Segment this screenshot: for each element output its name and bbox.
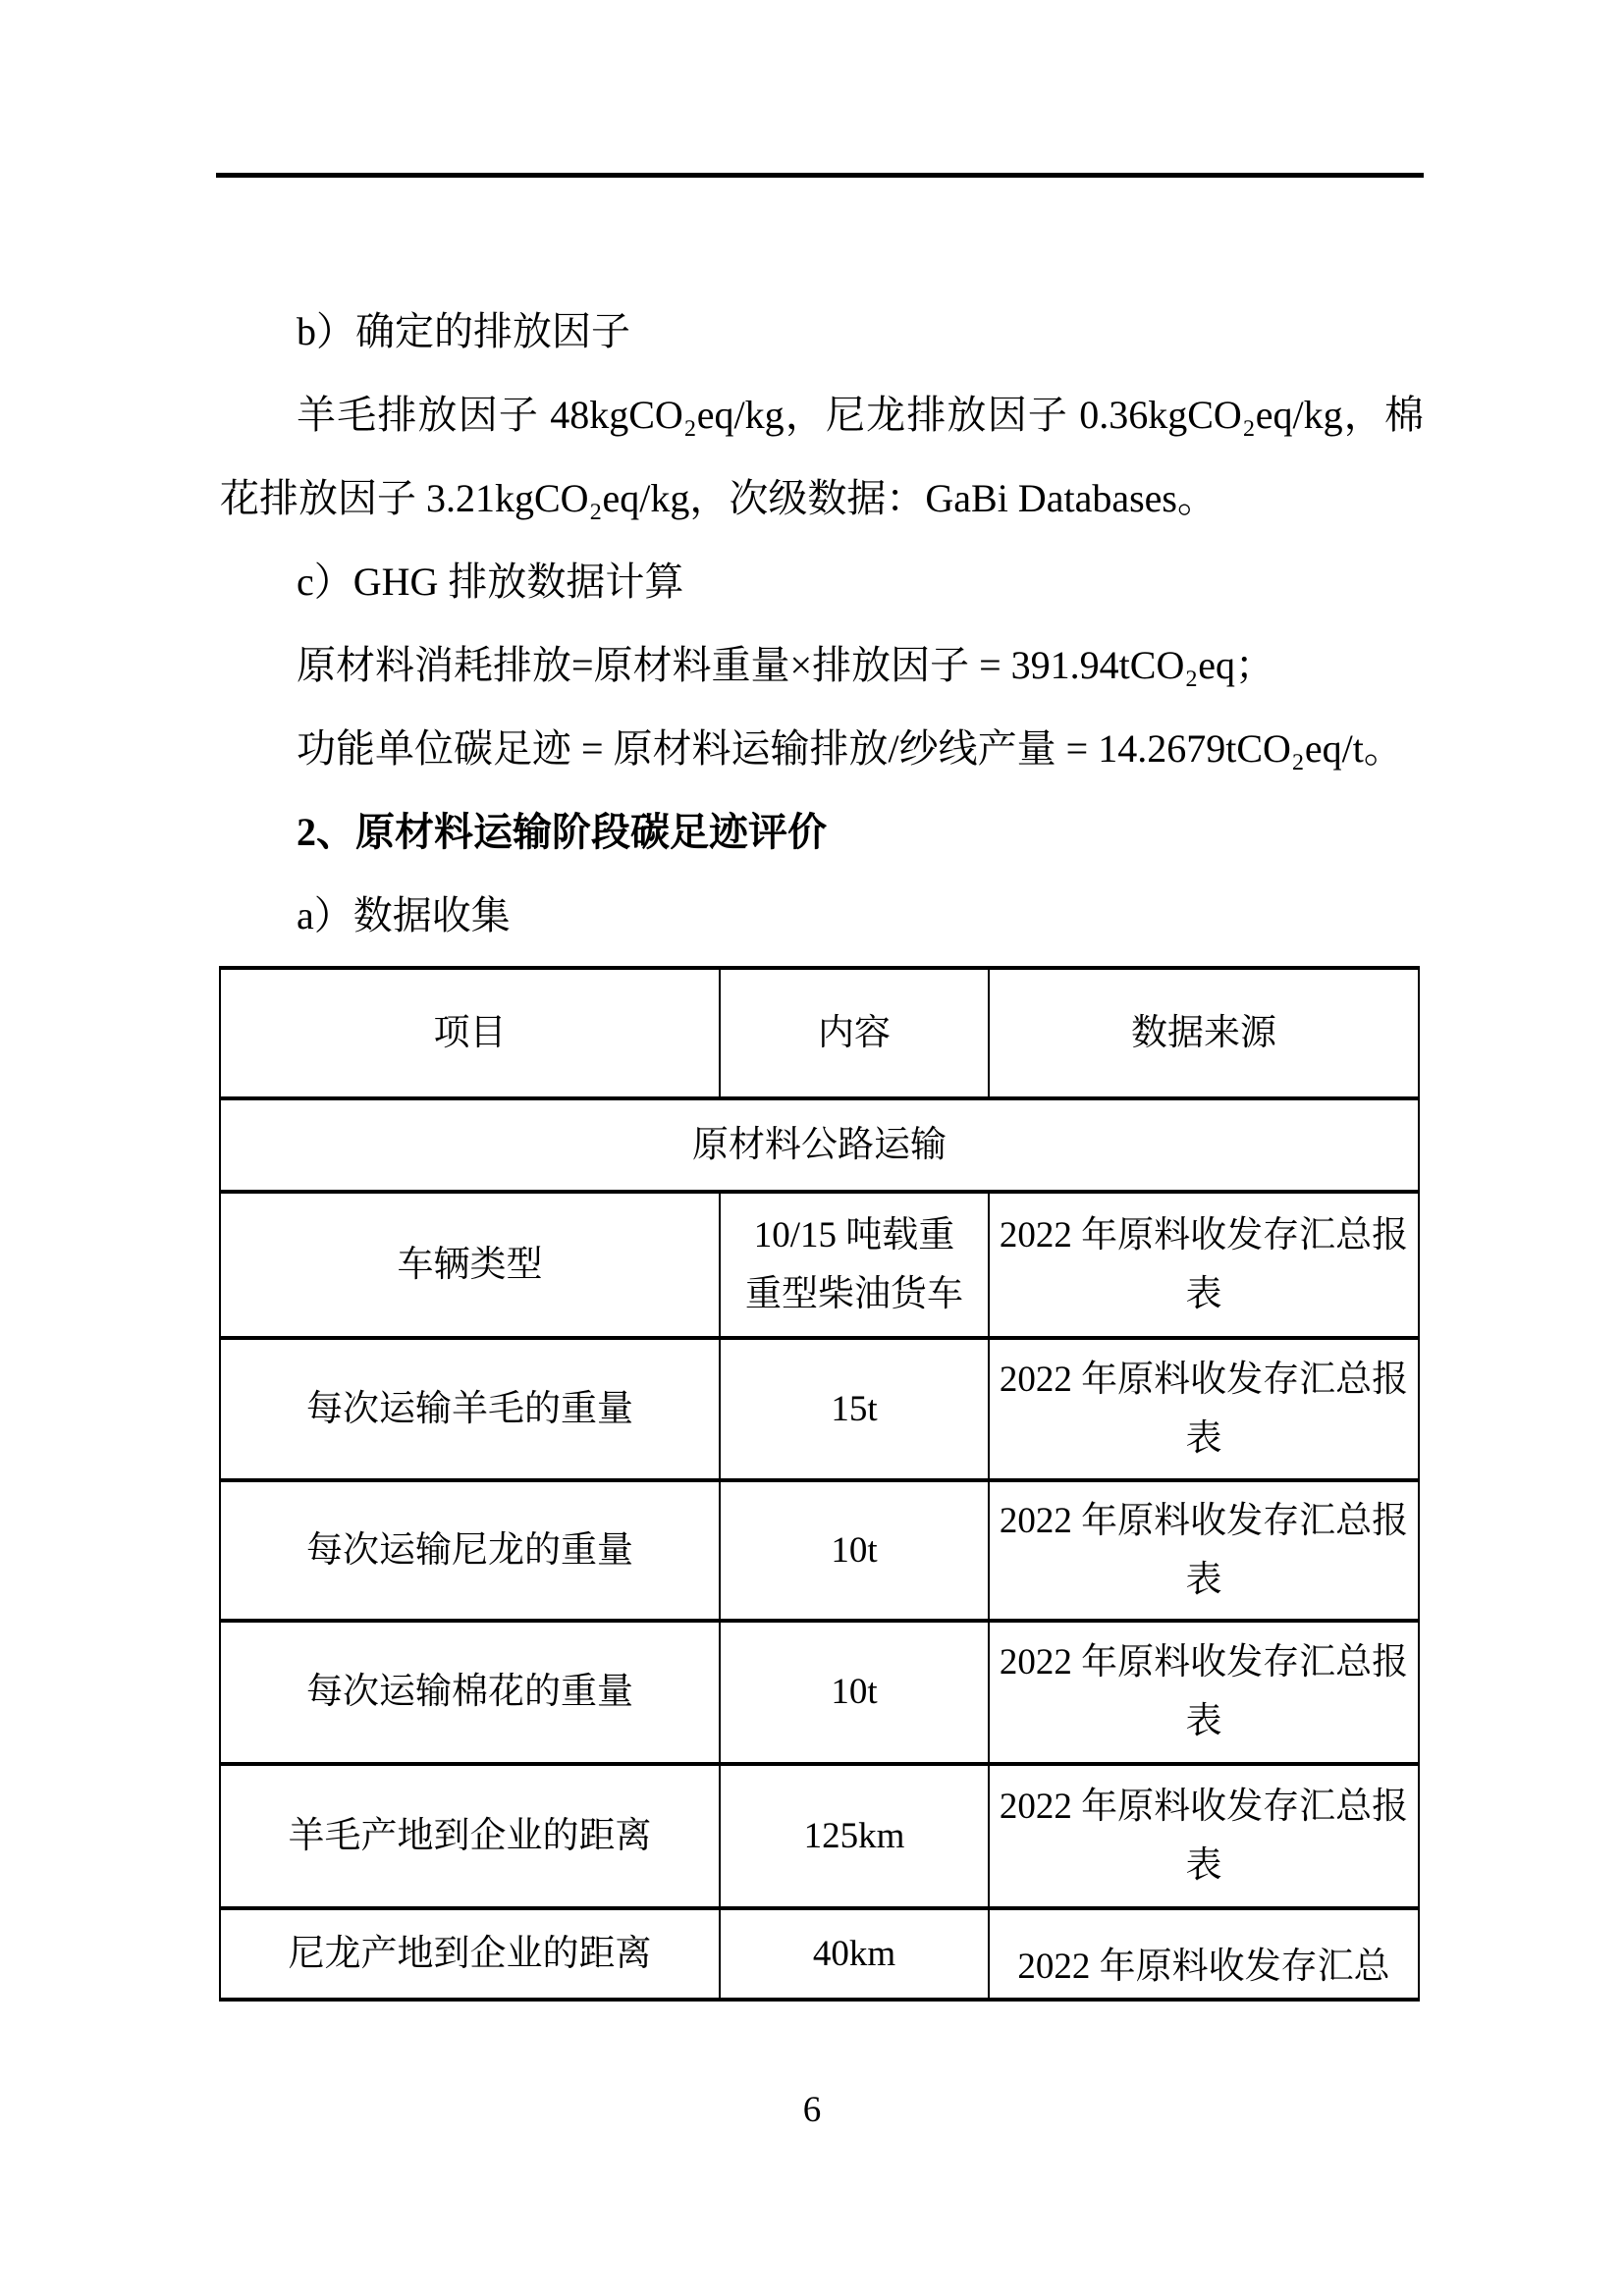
cell-item: 车辆类型 [220,1192,720,1338]
cell-source: 2022 年原料收发存汇总报表 [989,1480,1419,1621]
cell-content: 10t [720,1621,989,1764]
table-section-row [220,1098,1419,1192]
list-item-b-heading: b）确定的排放因子 [297,309,630,353]
table-row [220,1621,1419,1764]
cell-content: 40km [720,1908,989,2000]
cell-source: 2022 年原料收发存汇总报表 [989,1621,1419,1764]
cell-source: 2022 年原料收发存汇总报表 [989,1338,1419,1480]
body-text [220,290,1424,957]
paragraph-ghg-calc-2: 功能单位碳足迹 = 原材料运输排放/纱线产量 = 14.2679tCO₂eq/t。 [297,726,1403,771]
column-header-content: 内容 [720,968,989,1098]
cell-item: 每次运输尼龙的重量 [220,1480,720,1621]
cell-item: 每次运输羊毛的重量 [220,1338,720,1480]
cell-content: 10/15 吨载重重型柴油货车 [720,1192,989,1338]
cell-content: 15t [720,1338,989,1480]
cell-content: 10t [720,1480,989,1621]
table-row [220,1192,1419,1338]
cell-content: 125km [720,1764,989,1908]
header-rule [216,173,1424,178]
section-2-heading: 2、原材料运输阶段碳足迹评价 [297,810,827,854]
column-header-item: 项目 [220,968,720,1098]
cell-item: 每次运输棉花的重量 [220,1621,720,1764]
page-number: 6 [802,2090,822,2130]
data-collection-table [219,966,1420,2002]
cell-source: 2022 年原料收发存汇总报表 [989,1764,1419,1908]
paragraph-ghg-calc-1: 原材料消耗排放=原材料重量×排放因子 = 391.94tCO₂eq； [297,643,1275,687]
column-header-source: 数据来源 [989,968,1419,1098]
paragraph-emission-factors: 羊毛排放因子 48kgCO₂eq/kg，尼龙排放因子 0.36kgCO₂eq/kg，棉花排放因子 3.21kgCO₂eq/kg，次级数据：GaBi Databases。 [220,393,1424,520]
cell-source: 2022 年原料收发存汇总报表 [989,1192,1419,1338]
list-item-c-heading: c）GHG 排放数据计算 [297,560,684,604]
cell-source: 2022 年原料收发存汇总 [989,1908,1419,2000]
table-row [220,1764,1419,1908]
list-item-a-heading: a）数据收集 [297,893,511,937]
section-row-label: 原材料公路运输 [220,1098,1419,1192]
table-row-clipped [220,1908,1419,2000]
cell-item: 羊毛产地到企业的距离 [220,1764,720,1908]
cell-item: 尼龙产地到企业的距离 [220,1908,720,2000]
table-row [220,1480,1419,1621]
table-row [220,1338,1419,1480]
table-header-row [220,968,1419,1098]
